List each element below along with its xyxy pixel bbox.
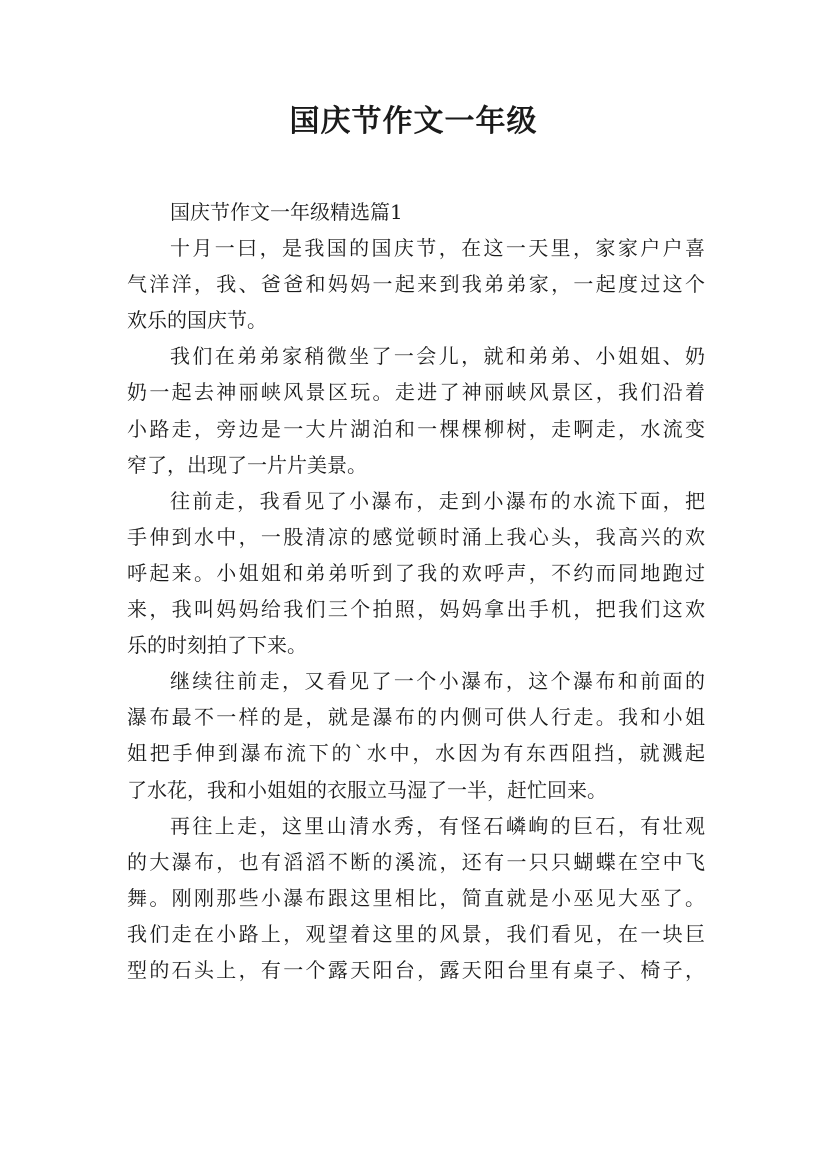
- paragraph-line: 气洋洋，我、爸爸和妈妈一起来到我弟弟家，一起度过这个: [127, 272, 705, 297]
- paragraph-line: 姐把手伸到瀑布流下的`水中，水因为有东西阻挡，就溅起: [127, 741, 705, 766]
- paragraph-line: 乐的时刻拍了下来。: [127, 633, 307, 658]
- paragraph-line: 舞。刚刚那些小瀑布跟这里相比，简直就是小巫见大巫了。: [127, 885, 705, 910]
- paragraph-line: 我们在弟弟家稍微坐了一会儿，就和弟弟、小姐姐、奶: [170, 344, 705, 369]
- paragraph-line: 欢乐的国庆节。: [127, 308, 267, 333]
- paragraph-line: 小路走，旁边是一大片湖泊和一棵棵柳树，走啊走，水流变: [127, 416, 705, 441]
- paragraph-line: 型的石头上，有一个露天阳台，露天阳台里有桌子、椅子，: [127, 957, 705, 982]
- paragraph-line: 手伸到水中，一股清凉的感觉顿时涌上我心头，我高兴的欢: [127, 524, 705, 549]
- paragraph-line: 窄了，出现了一片片美景。: [127, 452, 367, 477]
- paragraph-line: 往前走，我看见了小瀑布，走到小瀑布的水流下面，把: [170, 488, 705, 513]
- paragraph-line: 瀑布最不一样的是，就是瀑布的内侧可供人行走。我和小姐: [127, 705, 705, 730]
- document-title: 国庆节作文一年级: [289, 104, 538, 139]
- paragraph-line: 奶一起去神丽峡风景区玩。走进了神丽峡风景区，我们沿着: [127, 380, 705, 405]
- paragraph-line: 了水花，我和小姐姐的衣服立马湿了一半，赶忙回来。: [127, 777, 607, 802]
- section-heading: 国庆节作文一年级精选篇1: [170, 200, 403, 224]
- paragraph-line: 十月一曰，是我国的国庆节，在这一天里，家家户户喜: [170, 236, 705, 261]
- paragraph-line: 再往上走，这里山清水秀，有怪石嶙峋的巨石，有壮观: [170, 813, 705, 838]
- paragraph-line: 我们走在小路上，观望着这里的风景，我们看见，在一块巨: [127, 921, 705, 946]
- paragraph-line: 呼起来。小姐姐和弟弟听到了我的欢呼声，不约而同地跑过: [127, 560, 705, 585]
- paragraph-line: 来，我叫妈妈给我们三个拍照，妈妈拿出手机，把我们这欢: [127, 597, 705, 622]
- paragraph-line: 继续往前走，又看见了一个小瀑布，这个瀑布和前面的: [170, 669, 705, 694]
- paragraph-line: 的大瀑布，也有滔滔不断的溪流，还有一只只蝴蝶在空中飞: [127, 849, 705, 874]
- document-body: [127, 194, 705, 988]
